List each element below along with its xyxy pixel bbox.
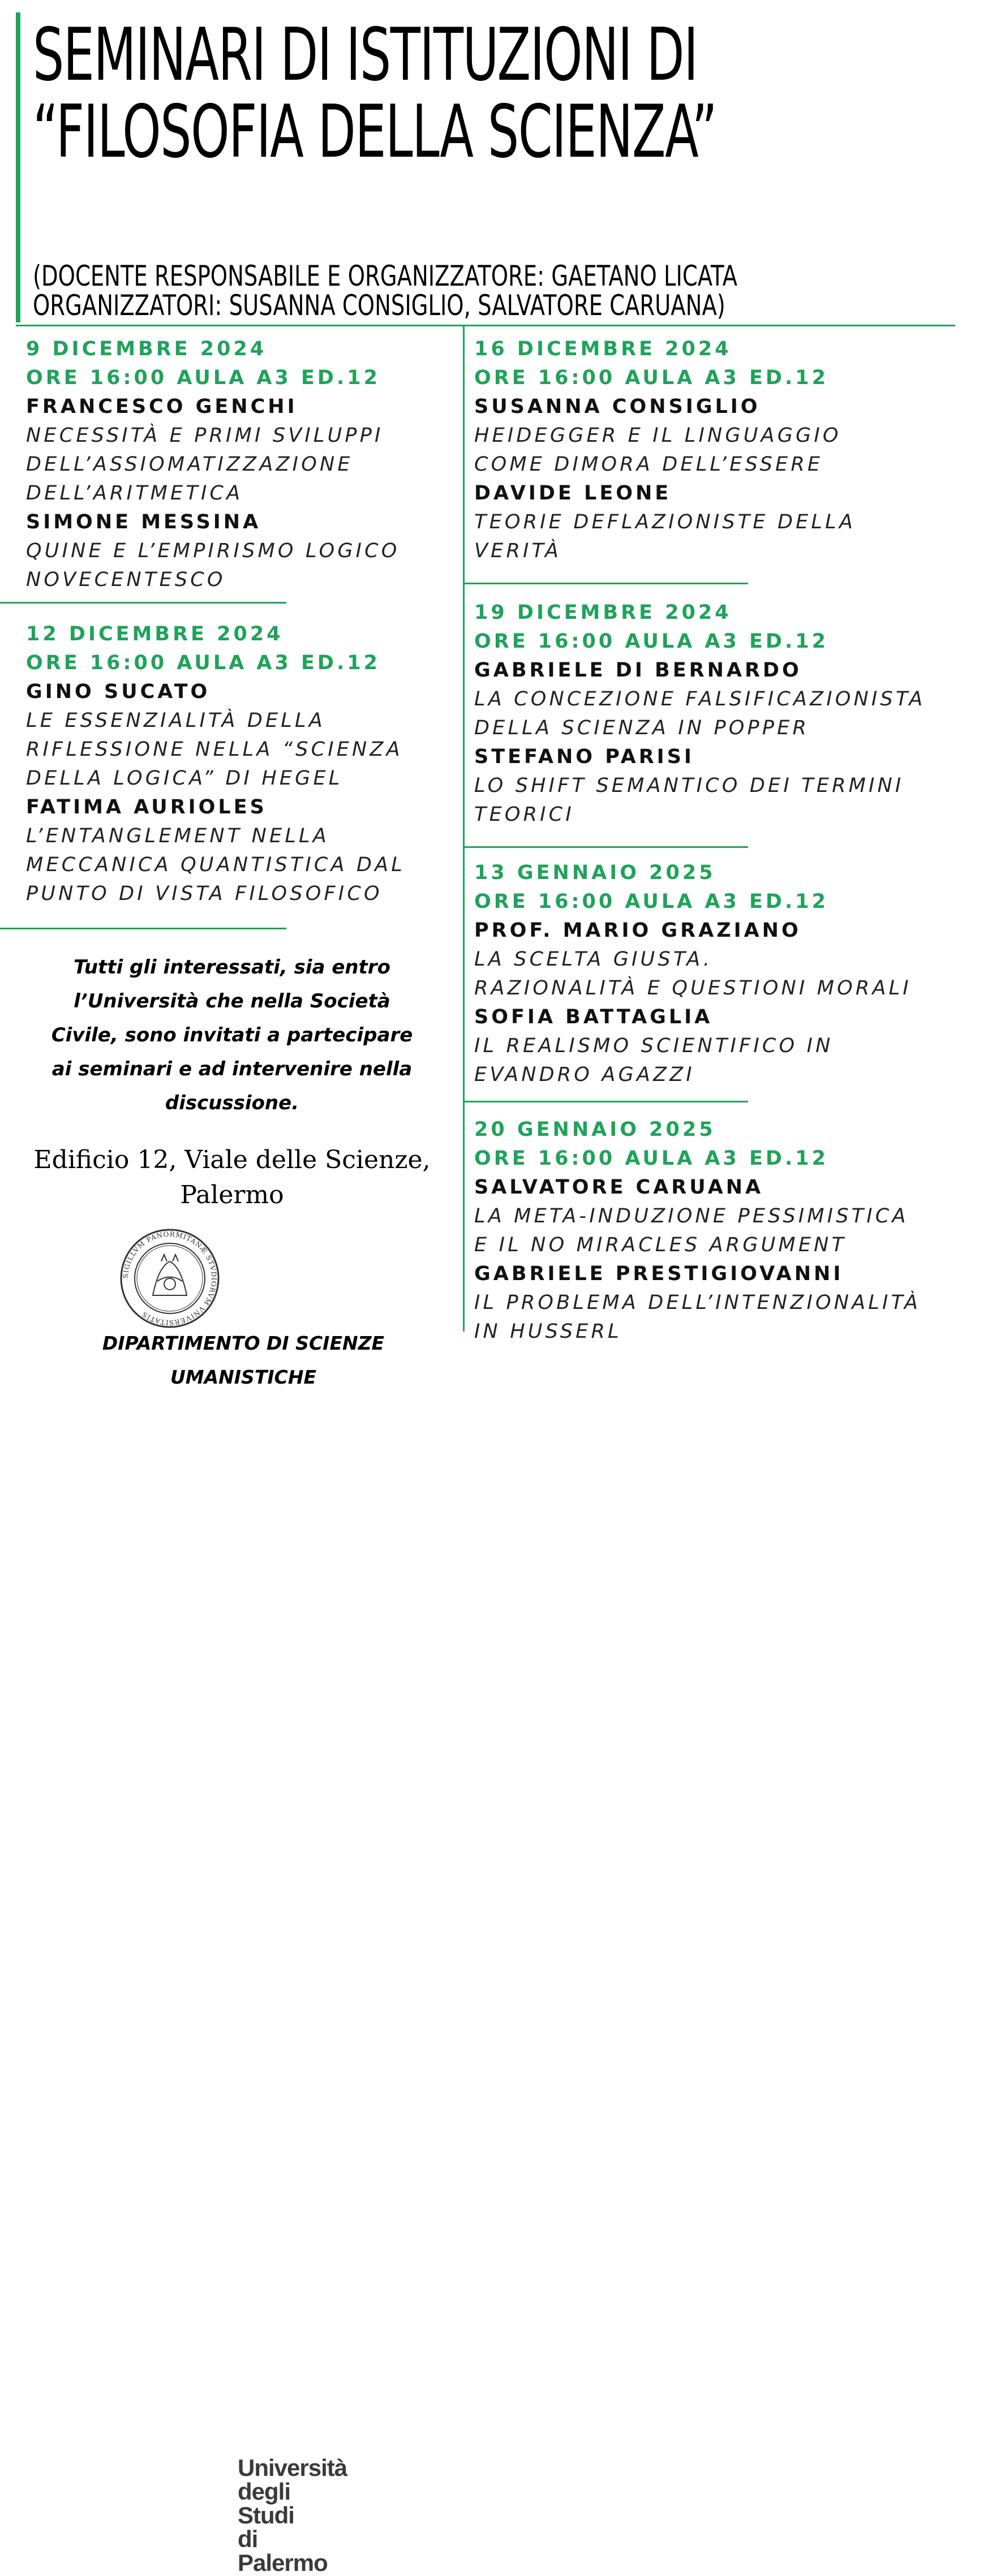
session-date: 20 GENNAIO 2025 <box>474 1118 716 1141</box>
session-time: ORE 16:00 AULA A3 ED.12 <box>474 367 828 389</box>
session-time: ORE 16:00 AULA A3 ED.12 <box>474 630 828 653</box>
university-seal-icon <box>119 1227 221 1329</box>
divider-right-1 <box>463 583 748 584</box>
talk-title: LE ESSENZIALITÀ DELLA RIFLESSIONE NELLA “SCIENZA DELLA LOGICA” DI HEGEL <box>26 709 403 790</box>
session-block <box>26 620 405 908</box>
title-line-2: “FILOSOFIA DELLA SCIENZA” <box>33 90 717 174</box>
organizers-line-1: (DOCENTE RESPONSABILE E ORGANIZZATORE: GAETANO LICATA <box>33 260 737 292</box>
talk-title: LO SHIFT SEMANTICO DEI TERMINI TEORICI <box>474 774 904 826</box>
department-name: DIPARTIMENTO DI SCIENZE UMANISTICHE <box>102 1332 385 1388</box>
invitation-text: Tutti gli interessati, sia entro l’Università che nella Società Civile, sono invitati a partecipare ai seminari e ad intervenire nella discussione. <box>51 956 413 1114</box>
divider-right-2 <box>463 846 748 848</box>
talk-title: LA CONCEZIONE FALSIFICAZIONISTA DELLA SCIENZA IN POPPER <box>474 688 926 739</box>
organizers <box>33 261 737 320</box>
divider-left-1 <box>0 602 286 604</box>
divider-left-2 <box>0 928 286 929</box>
session-date: 12 DICEMBRE 2024 <box>26 623 284 645</box>
speaker-name: FATIMA AURIOLES <box>26 796 267 819</box>
talk-title: TEORIE DEFLAZIONISTE DELLA VERITÀ <box>474 511 856 562</box>
talk-title: L’ENTANGLEMENT NELLA MECCANICA QUANTISTICA DAL PUNTO DI VISTA FILOSOFICO <box>26 825 405 905</box>
accent-bar <box>16 12 20 322</box>
speaker-name: SOFIA BATTAGLIA <box>474 1006 713 1028</box>
talk-title: NECESSITÀ E PRIMI SVILUPPI DELL’ASSIOMATIZZAZIONE DELL’ARITMETICA <box>26 424 384 505</box>
speaker-name: SIMONE MESSINA <box>26 511 261 533</box>
speaker-name: SUSANNA CONSIGLIO <box>474 395 761 418</box>
session-block <box>474 1115 921 1346</box>
session-time: ORE 16:00 AULA A3 ED.12 <box>474 890 828 913</box>
session-date: 13 GENNAIO 2025 <box>474 861 716 884</box>
speaker-name: SALVATORE CARUANA <box>474 1176 764 1199</box>
speaker-name: GABRIELE DI BERNARDO <box>474 659 802 682</box>
session-block <box>474 859 912 1089</box>
university-name: Università degli Studi di Palermo <box>238 2454 347 2576</box>
page-title <box>33 13 717 174</box>
speaker-name: FRANCESCO GENCHI <box>26 395 298 418</box>
session-date: 16 DICEMBRE 2024 <box>474 338 732 360</box>
session-time: ORE 16:00 AULA A3 ED.12 <box>474 1147 828 1170</box>
session-date: 19 DICEMBRE 2024 <box>474 601 732 624</box>
session-time: ORE 16:00 AULA A3 ED.12 <box>26 367 380 389</box>
talk-title: IL PROBLEMA DELL’INTENZIONALITÀ IN HUSSERL <box>474 1291 921 1343</box>
talk-title: QUINE E L’EMPIRISMO LOGICO NOVECENTESCO <box>26 540 400 591</box>
venue-address: Edificio 12, Viale delle Scienze, Palermo <box>33 1145 431 1209</box>
organizers-line-2: ORGANIZZATORI: SUSANNA CONSIGLIO, SALVATORE CARUANA) <box>33 289 725 322</box>
speaker-name: STEFANO PARISI <box>474 746 694 768</box>
talk-title: HEIDEGGER E IL LINGUAGGIO COME DIMORA DELL’ESSERE <box>474 424 841 476</box>
session-block <box>474 335 856 566</box>
speaker-name: GINO SUCATO <box>26 680 211 703</box>
speaker-name: GABRIELE PRESTIGIOVANNI <box>474 1263 844 1285</box>
session-block <box>26 335 400 595</box>
session-block <box>474 598 925 829</box>
seal-text: SIGILLVM PANORMITANÆ STVDIORVM VNIVERSITATIS <box>121 1230 218 1327</box>
session-time: ORE 16:00 AULA A3 ED.12 <box>26 652 380 674</box>
header-divider <box>16 325 955 326</box>
divider-right-3 <box>463 1101 748 1102</box>
speaker-name: DAVIDE LEONE <box>474 482 672 505</box>
talk-title: LA META-INDUZIONE PESSIMISTICA E IL NO MIRACLES ARGUMENT <box>474 1205 909 1256</box>
talk-title: LA SCELTA GIUSTA. RAZIONALITÀ E QUESTIONI MORALI <box>474 948 912 1000</box>
speaker-name: PROF. MARIO GRAZIANO <box>474 919 801 942</box>
title-line-1: SEMINARI DI ISTITUZIONI DI <box>33 13 698 97</box>
session-date: 9 DICEMBRE 2024 <box>26 338 267 360</box>
talk-title: IL REALISMO SCIENTIFICO IN EVANDRO AGAZZI <box>474 1035 834 1086</box>
